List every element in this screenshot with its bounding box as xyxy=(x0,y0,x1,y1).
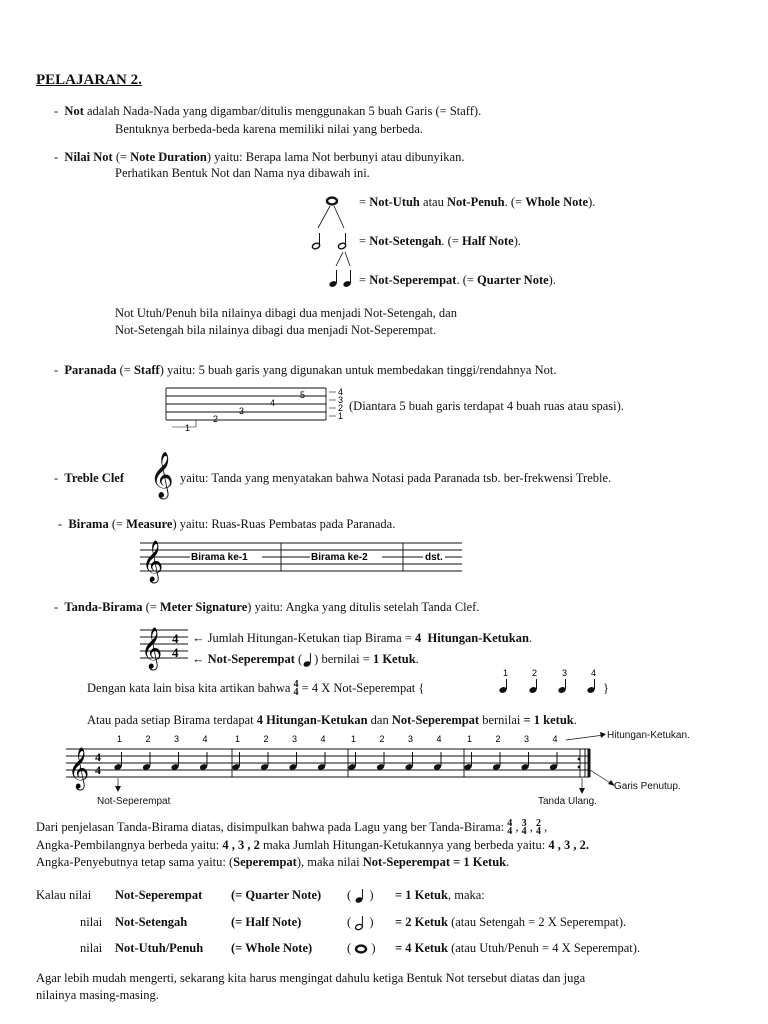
meter-top-number: 4 xyxy=(95,750,101,764)
tanda-ulang-label: Tanda Ulang. xyxy=(538,796,597,807)
quarter-note-icon xyxy=(354,888,366,904)
sig-bottom: 4 xyxy=(521,826,527,838)
line-b-t2: Not-Seperempat xyxy=(391,713,480,727)
value-icon-quarter: ( ) xyxy=(347,888,374,904)
tanda-birama-term: Tanda-Birama xyxy=(64,600,143,614)
value-note: , maka: xyxy=(447,888,485,902)
count-number: 1 xyxy=(467,734,473,744)
paranada-staff-diagram xyxy=(166,383,356,433)
count-number: 3 xyxy=(174,734,180,744)
quarter-note-icon xyxy=(528,679,537,694)
count-number: 4 xyxy=(320,734,326,744)
line-a-post: = 4 X Not-Seperempat { xyxy=(298,681,425,695)
count-number: 4 xyxy=(552,734,558,744)
sig-top: 3 xyxy=(521,818,527,830)
paranada-term: Paranada xyxy=(64,363,117,377)
whole-note-icon xyxy=(354,943,368,955)
paranada-definition: - Paranada (= Staff) yaitu: 5 buah garis yang digunakan untuk membedakan tinggi/rendahnya Not. xyxy=(54,363,557,377)
treble-clef-term-row: - Treble Clef xyxy=(54,471,125,485)
value-note: (atau Setengah = 2 X Seperempat). xyxy=(447,915,627,929)
value-val: = 1 Ketuk xyxy=(395,888,448,902)
meter-arrow1 xyxy=(192,631,532,646)
quarter-note-icon xyxy=(260,752,269,771)
half-name: Not-Setengah xyxy=(369,234,442,248)
quarter-note-icon xyxy=(232,752,241,771)
c2-mid: maka Jumlah Hitungan-Ketukannya yang berbeda yaitu: xyxy=(259,838,549,852)
paranada-term-en: Staff xyxy=(133,363,160,377)
quarter-note-icon xyxy=(348,752,357,771)
value-name: Not-Utuh/Penuh xyxy=(115,941,204,955)
c3-pre: Angka-Penyebutnya tetap sama yaitu: ( xyxy=(36,855,234,869)
whole-eq: = xyxy=(359,195,370,209)
paranada-note: (Diantara 5 buah garis terdapat 4 buah ruas atau spasi). xyxy=(349,399,624,413)
line-b xyxy=(87,713,577,728)
quarter-note-label xyxy=(359,273,556,288)
arrow1-term: Hitungan-Ketukan xyxy=(427,631,529,645)
nilai-pre: (= xyxy=(112,150,131,164)
whole-or: atau xyxy=(419,195,447,209)
c2-pre: Angka-Pembilangnya berbeda yaitu: xyxy=(36,838,223,852)
birama-staff-diagram xyxy=(140,537,465,582)
c3-term: Seperempat xyxy=(233,855,297,869)
quarter-note-icon xyxy=(464,752,473,771)
count-number: 4 xyxy=(591,668,597,678)
count-number: 2 xyxy=(145,734,151,744)
staff-space-number: 4 xyxy=(338,387,344,397)
birama-term-en: Measure xyxy=(126,517,173,531)
value-result xyxy=(395,888,485,903)
value-en: (= Whole Note) xyxy=(231,941,313,955)
birama-pre: (= xyxy=(108,517,127,531)
quarter-note-icon xyxy=(317,752,326,771)
not-term: Not xyxy=(64,104,84,118)
page-title: PELAJARAN 2. xyxy=(36,72,142,88)
paranada-pre: (= xyxy=(116,363,134,377)
not-seperempat-label: Not-Seperempat xyxy=(97,796,171,807)
conclusion-line1-text: Dari penjelasan Tanda-Birama diatas, disimpulkan bahwa pada Lagu yang ber Tanda-Birama: xyxy=(36,820,505,834)
meter-sig-small: 4 4 xyxy=(293,679,299,699)
meter-sig-small xyxy=(536,820,541,836)
value-val: = 4 Ketuk xyxy=(395,941,448,955)
half-close: ). xyxy=(513,234,522,248)
whole-en: Whole Note xyxy=(525,195,589,209)
quarter-eq: = xyxy=(359,273,370,287)
explain-line2: Not-Setengah bila nilainya dibagi dua menjadi Not-Seperempat. xyxy=(115,323,437,337)
quarter-note-icon xyxy=(498,679,507,694)
half-note-icon xyxy=(354,915,366,931)
count-number: 1 xyxy=(235,734,241,744)
value-lead: Kalau nilai xyxy=(36,888,92,902)
treble-term: Treble Clef xyxy=(64,471,125,485)
hitungan-ketukan-label: Hitungan-Ketukan. xyxy=(607,730,690,741)
count-number: 3 xyxy=(408,734,414,744)
treble-clef-icon: 𝄞 xyxy=(68,748,90,789)
quarter-note-icon xyxy=(376,752,385,771)
value-result xyxy=(395,941,640,956)
conclusion-line3 xyxy=(36,855,509,870)
quarter-note-icon xyxy=(171,752,180,771)
sig-bottom: 4 xyxy=(507,826,513,838)
line-b-end: . xyxy=(573,713,577,727)
closing-line1: Agar lebih mudah mengerti, sekarang kita harus mengingat dahulu ketiga Bentuk Not tersebut diatas dan juga xyxy=(36,971,586,985)
value-icon-whole: ( ) xyxy=(347,941,376,955)
sig-top: 4 xyxy=(507,818,513,830)
nilai-not-definition: - Nilai Not (= Note Duration) yaitu: Berapa lama Not berbunyi atau dibunyikan. xyxy=(54,150,465,164)
staff-space-number: 1 xyxy=(338,411,344,421)
sig-bottom: 4 xyxy=(535,826,541,838)
quarter-note-icon xyxy=(433,752,442,771)
meter-bottom-number: 4 xyxy=(172,645,179,660)
arrow2-val: 1 Ketuk xyxy=(372,652,416,666)
count-number: 1 xyxy=(503,668,509,678)
quarter-note-icon xyxy=(114,752,123,771)
quarter-en: Quarter Note xyxy=(477,273,549,287)
quarter-note-icon xyxy=(302,652,314,668)
count-number: 1 xyxy=(117,734,123,744)
c3-mid: ), maka nilai xyxy=(296,855,363,869)
not-line2: Bentuknya berbeda-beda karena memiliki nilai yang berbeda. xyxy=(115,122,423,136)
quarter-note-icon xyxy=(289,752,298,771)
nilai-term-en: Note Duration xyxy=(130,150,207,164)
half-en: Half Note xyxy=(462,234,514,248)
arrow2-mid2: ) bernilai = xyxy=(314,652,373,666)
staff-line-number: 1 xyxy=(185,423,191,433)
value-lead: nilai xyxy=(80,941,103,955)
whole-close: ). xyxy=(588,195,596,209)
value-en: (= Half Note) xyxy=(231,915,302,929)
garis-penutup-label: Garis Penutup. xyxy=(614,781,681,792)
staff-line-number: 2 xyxy=(213,414,219,424)
birama-label: dst. xyxy=(425,552,443,563)
conclusion-line1: Dari penjelasan Tanda-Birama diatas, disimpulkan bahwa pada Lagu yang ber Tanda-Birama: 4 4 , 3 4 , 2 4 , xyxy=(36,818,548,838)
meter-arrow2 xyxy=(192,652,419,668)
quarter-note-icon xyxy=(199,752,208,771)
staff-space-number: 2 xyxy=(338,403,344,413)
value-note: (atau Utuh/Penuh = 4 X Seperempat). xyxy=(447,941,641,955)
nilai-line2: Perhatikan Bentuk Not dan Nama nya dibawah ini. xyxy=(115,166,370,180)
line-a xyxy=(87,681,424,697)
half-note-label xyxy=(359,234,521,249)
line-b-mid: dan xyxy=(367,713,392,727)
line-b-t3: = 1 ketuk xyxy=(523,713,574,727)
treble-text: yaitu: Tanda yang menyatakan bahwa Notasi pada Paranada tsb. ber-frekwensi Treble. xyxy=(180,471,612,485)
staff-line-number: 4 xyxy=(270,398,276,408)
line-a-end: } xyxy=(603,681,609,695)
value-val: = 2 Ketuk xyxy=(395,915,448,929)
birama-definition: - Birama (= Measure) yaitu: Ruas-Ruas Pembatas pada Paranada. xyxy=(58,517,396,531)
explain-line1: Not Utuh/Penuh bila nilainya dibagi dua menjadi Not-Setengah, dan xyxy=(115,306,457,320)
meter-top-number: 4 xyxy=(172,631,179,646)
nilai-term: Nilai Not xyxy=(64,150,113,164)
treble-clef-icon: 𝄞 xyxy=(142,541,164,582)
quarter-note-icon xyxy=(557,679,566,694)
value-lead: nilai xyxy=(80,915,103,929)
tanda-birama-term-en: Meter Signature xyxy=(159,600,248,614)
not-definition: - Not adalah Nada-Nada yang digambar/ditulis menggunakan 5 buah Garis (= Staff). xyxy=(54,104,482,118)
paranada-text: ) yaitu: 5 buah garis yang digunakan untuk membedakan tinggi/rendahnya Not. xyxy=(159,363,557,377)
line-b-mid2: bernilai xyxy=(479,713,524,727)
value-name: Not-Seperempat xyxy=(115,888,203,902)
birama-term: Birama xyxy=(68,517,109,531)
birama-text: ) yaitu: Ruas-Ruas Pembatas pada Paranada. xyxy=(172,517,396,531)
count-number: 2 xyxy=(495,734,501,744)
arrow1-num: 4 xyxy=(414,631,422,645)
quarter-note-icon xyxy=(521,752,530,771)
c2-nums2: 4 , 3 , 2. xyxy=(548,838,589,852)
treble-clef-icon: 𝄞 xyxy=(150,452,174,498)
staff-line-number: 5 xyxy=(300,390,306,400)
value-en: (= Quarter Note) xyxy=(231,888,322,902)
half-note-icon xyxy=(312,233,321,250)
not-text: adalah Nada-Nada yang digambar/ditulis menggunakan 5 buah Garis (= Staff). xyxy=(83,104,482,118)
quarter-note-icon xyxy=(142,752,151,771)
value-icon-half: ( ) xyxy=(347,915,374,931)
arrow1-pre: ← Jumlah Hitungan-Ketukan tiap Birama = xyxy=(192,631,415,645)
tanda-birama-text: ) yaitu: Angka yang ditulis setelah Tanda Clef. xyxy=(247,600,480,614)
line-a-pre: Dengan kata lain bisa kita artikan bahwa xyxy=(87,681,291,695)
arrow2-pre: ← xyxy=(192,652,208,666)
value-result xyxy=(395,915,626,930)
closing-line2: nilainya masing-masing. xyxy=(36,988,159,1002)
quarter-note-icon xyxy=(343,270,352,288)
four-quarter-notes xyxy=(494,668,614,700)
arrow2-end: . xyxy=(415,652,419,666)
count-number: 1 xyxy=(351,734,357,744)
arrow2-mid: ( xyxy=(294,652,303,666)
line-b-pre: Atau pada setiap Birama terdapat xyxy=(87,713,257,727)
birama-label: Birama ke-1 xyxy=(191,552,248,563)
staff-space-number: 3 xyxy=(338,395,344,405)
c2-nums: 4 , 3 , 2 xyxy=(222,838,260,852)
meter-sig-small xyxy=(522,820,527,836)
sig-top: 2 xyxy=(535,818,541,830)
quarter-open: . (= xyxy=(456,273,478,287)
quarter-close: ). xyxy=(548,273,556,287)
birama-label: Birama ke-2 xyxy=(311,552,368,563)
whole-note-label xyxy=(359,195,595,210)
quarter-note-icon xyxy=(492,752,501,771)
tanda-birama-pre: (= xyxy=(142,600,160,614)
meter-sig-small xyxy=(507,820,512,836)
arrow2-term: Not-Seperempat xyxy=(207,652,295,666)
whole-open: . (= xyxy=(504,195,526,209)
staff-line-number: 3 xyxy=(239,406,245,416)
half-eq: = xyxy=(359,234,370,248)
line-b-t1: 4 Hitungan-Ketukan xyxy=(256,713,368,727)
whole-name: Not-Utuh xyxy=(369,195,420,209)
c3-term2: Not-Seperempat = 1 Ketuk xyxy=(362,855,507,869)
quarter-note-icon xyxy=(405,752,414,771)
arrow1-end: . xyxy=(528,631,533,645)
c3-end: . xyxy=(506,855,510,869)
count-number: 2 xyxy=(532,668,538,678)
meter-bottom-number: 4 xyxy=(95,763,101,777)
count-number: 3 xyxy=(292,734,298,744)
count-number: 4 xyxy=(436,734,442,744)
count-number: 2 xyxy=(263,734,269,744)
count-number: 4 xyxy=(202,734,208,744)
half-note-icon xyxy=(338,233,347,250)
nilai-text: ) yaitu: Berapa lama Not berbunyi atau dibunyikan. xyxy=(206,150,465,164)
quarter-note-icon xyxy=(549,752,558,771)
whole-note-icon xyxy=(327,198,337,205)
quarter-note-icon xyxy=(329,270,338,288)
quarter-note-icon xyxy=(586,679,595,694)
tanda-birama-definition: - Tanda-Birama (= Meter Signature) yaitu: Angka yang ditulis setelah Tanda Clef. xyxy=(54,600,480,614)
treble-clef-icon: 𝄞 xyxy=(141,628,163,669)
count-number: 3 xyxy=(524,734,530,744)
whole-name2: Not-Penuh xyxy=(446,195,505,209)
quarter-name: Not-Seperempat xyxy=(369,273,457,287)
count-number: 2 xyxy=(379,734,385,744)
count-number: 3 xyxy=(562,668,568,678)
value-name: Not-Setengah xyxy=(115,915,188,929)
conclusion-line2 xyxy=(36,838,589,853)
meter-signature-staff xyxy=(140,622,190,670)
half-open: . (= xyxy=(441,234,462,248)
